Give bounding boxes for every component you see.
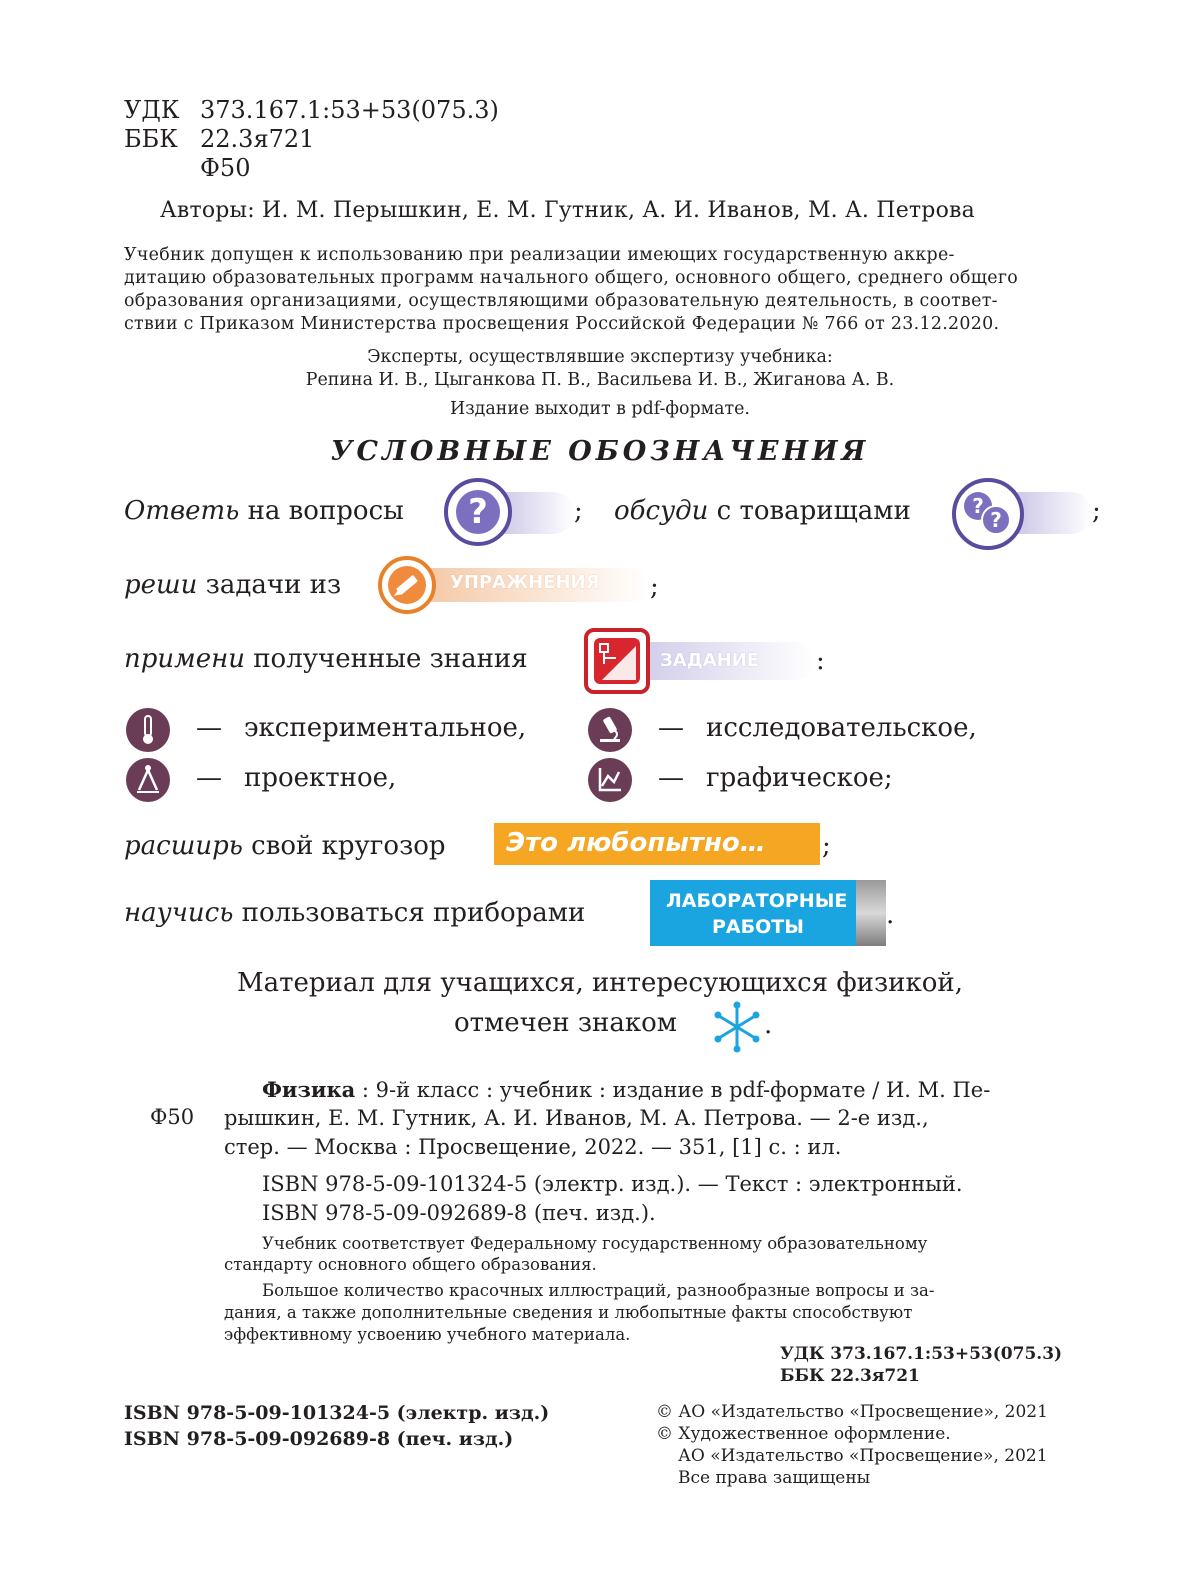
- question-badge: [444, 478, 574, 548]
- dash: —: [196, 713, 222, 743]
- curious-banner: [494, 823, 820, 865]
- dash: —: [658, 713, 684, 743]
- biblio-line3: стер. — Москва : Просвещение, 2022. — 351, [1] с. : ил.: [224, 1135, 842, 1159]
- semicolon: ;: [1092, 496, 1101, 526]
- project-label: проектное,: [244, 763, 397, 793]
- discuss-badge: [952, 478, 1092, 550]
- biblio-desc2-line1: Большое количество красочных иллюстраций, разнообразные вопросы и за-: [262, 1281, 935, 1300]
- question-icon: ?: [444, 478, 512, 546]
- semicolon: ;: [650, 572, 659, 602]
- apply-rest: полученные знания: [253, 644, 528, 674]
- approval-line: образования организациями, осуществляющими образовательную деятельность, в соответ-: [124, 291, 998, 311]
- expand-verb: расширь: [124, 831, 243, 861]
- semicolon: ;: [822, 831, 831, 861]
- footer-copyright3: АО «Издательство «Просвещение», 2021: [678, 1446, 1048, 1466]
- biblio-isbn1: ISBN 978-5-09-101324-5 (электр. изд.). — Текст : электронный.: [262, 1172, 963, 1196]
- legend-title: УСЛОВНЫЕ ОБОЗНАЧЕНИЯ: [330, 436, 870, 467]
- lab-photo: [856, 880, 886, 946]
- biblio-desc1-line1: Учебник соответствует Федеральному государственному образовательному: [262, 1234, 928, 1253]
- solve-rest: задачи из: [205, 570, 342, 600]
- legend-answer-text: [124, 496, 404, 526]
- biblio-line1-rest: : 9-й класс : учебник : издание в pdf-формате / И. М. Пе-: [355, 1078, 991, 1102]
- approval-line: дитацию образовательных программ начального общего, основного общего, среднего общего: [124, 268, 1019, 288]
- footer-copyright1: © АО «Издательство «Просвещение», 2021: [656, 1402, 1048, 1422]
- legend-discuss-text: [614, 496, 911, 526]
- experts-block: [0, 346, 1200, 392]
- svg-text:?: ?: [990, 508, 1002, 532]
- semicolon: ;: [574, 496, 583, 526]
- biblio-title: Физика: [262, 1077, 356, 1102]
- apply-verb: примени: [124, 644, 245, 674]
- legend-expand-text: [124, 831, 446, 861]
- footer-rights: Все права защищены: [678, 1468, 871, 1488]
- approval-line: ствии с Приказом Министерства просвещения Российской Федерации № 766 от 23.12.2020.: [124, 314, 1000, 334]
- legend-apply-text: [124, 644, 528, 674]
- learn-verb: научись: [124, 898, 234, 928]
- answer-verb: Ответь: [124, 496, 240, 526]
- biblio-desc2-line3: эффективному усвоению учебного материала.: [224, 1325, 631, 1344]
- biblio-line2: рышкин, Е. М. Гутник, А. И. Иванов, М. А. Петрова. — 2-е изд.,: [224, 1106, 929, 1130]
- lab-label-line2: РАБОТЫ: [712, 916, 804, 938]
- bbk-label: ББК: [124, 125, 178, 153]
- graphic-label: графическое;: [706, 763, 893, 793]
- compass-icon: [126, 758, 170, 802]
- footer-isbn-print: ISBN 978-5-09-092689-8 (печ. изд.): [124, 1428, 514, 1450]
- legend-solve-text: [124, 570, 341, 600]
- snowflake-icon: [710, 1000, 764, 1054]
- pdf-note: Издание выходит в pdf-формате.: [450, 399, 750, 419]
- experts-names: Репина И. В., Цыганкова П. В., Васильева И. В., Жиганова А. В.: [305, 370, 895, 390]
- authors-line: Авторы: И. М. Перышкин, Е. М. Гутник, А. И. Иванов, М. А. Петрова: [160, 198, 975, 223]
- exercises-badge: [378, 556, 648, 614]
- footer-copyright2: © Художественное оформление.: [656, 1424, 951, 1444]
- expand-rest: свой кругозор: [251, 831, 446, 861]
- biblio-line1: [262, 1076, 990, 1104]
- dash: —: [196, 763, 222, 793]
- discuss-verb: обсуди: [614, 496, 709, 526]
- answer-rest: на вопросы: [247, 496, 404, 526]
- curious-label: Это любопытно…: [506, 828, 766, 858]
- learn-rest: пользоваться приборами: [241, 898, 586, 928]
- udk-value: 373.167.1:53+53(075.3): [200, 96, 499, 124]
- svg-text:?: ?: [972, 494, 984, 518]
- footer-isbn-electronic: ISBN 978-5-09-101324-5 (электр. изд.): [124, 1402, 550, 1424]
- udk-label: УДК: [124, 96, 180, 124]
- period: .: [764, 1010, 773, 1040]
- dash: —: [658, 763, 684, 793]
- research-label: исследовательское,: [706, 713, 977, 743]
- pencil-icon: [378, 556, 436, 614]
- discuss-rest: с товарищами: [716, 496, 911, 526]
- exercises-label: УПРАЖНЕНИЯ: [450, 572, 600, 593]
- graph-icon: [588, 758, 632, 802]
- colon: :: [816, 646, 825, 676]
- period: .: [886, 900, 895, 930]
- biblio-udk: УДК 373.167.1:53+53(075.3): [780, 1344, 1063, 1364]
- biblio-desc1-line2: стандарту основного общего образования.: [224, 1255, 597, 1274]
- legend-learn-text: [124, 898, 585, 928]
- solve-verb: реши: [124, 570, 198, 600]
- task-badge: [584, 628, 814, 694]
- experimental-label: экспериментальное,: [244, 713, 527, 743]
- approval-paragraph: [124, 244, 1100, 336]
- approval-line: Учебник допущен к использованию при реализации имеющих государственную аккре-: [124, 245, 955, 265]
- microscope-icon: [588, 708, 632, 752]
- task-icon: [584, 628, 650, 694]
- biblio-desc2-line2: дания, а также дополнительные сведения и любопытные факты способствуют: [224, 1303, 913, 1322]
- lab-label-line1: ЛАБОРАТОРНЫЕ: [666, 890, 848, 912]
- experts-heading: Эксперты, осуществлявшие экспертизу учебника:: [367, 347, 833, 367]
- material-line2: отмечен знаком: [454, 1008, 677, 1038]
- material-line1: Материал для учащихся, интересующихся физикой,: [236, 968, 964, 998]
- biblio-isbn2: ISBN 978-5-09-092689-8 (печ. изд.).: [262, 1201, 656, 1225]
- bbk-value: 22.3я721: [200, 125, 315, 153]
- task-label: ЗАДАНИЕ: [660, 650, 760, 671]
- lab-banner: [650, 880, 886, 946]
- thermometer-icon: [126, 708, 170, 752]
- biblio-bbk: ББК 22.3я721: [780, 1366, 920, 1386]
- discuss-icon: [952, 478, 1024, 550]
- author-mark: Ф50: [200, 154, 251, 182]
- biblio-mark: Ф50: [150, 1105, 195, 1129]
